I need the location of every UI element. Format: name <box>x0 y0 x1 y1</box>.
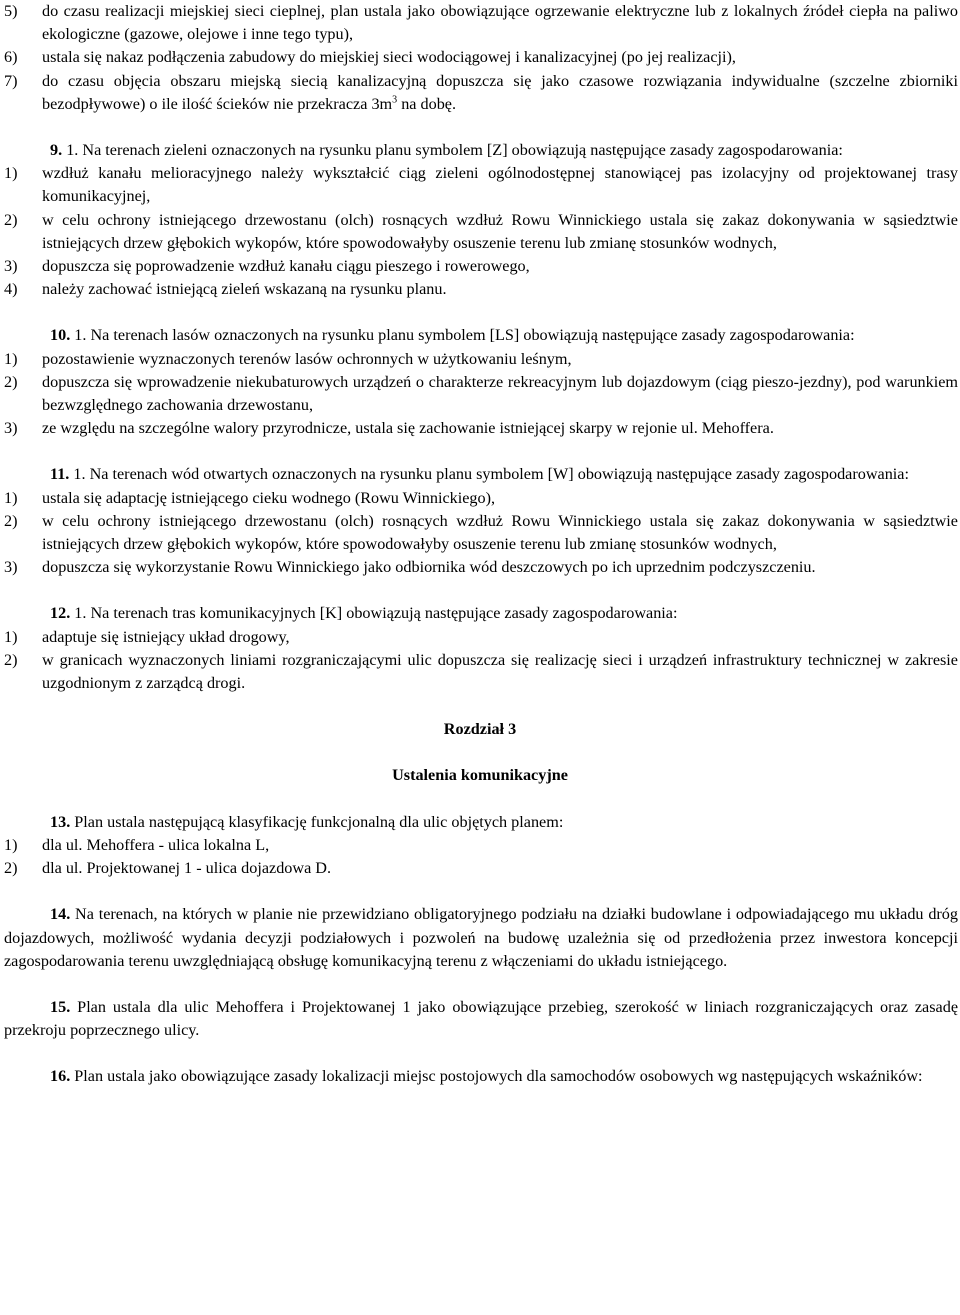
item-text-main: do czasu objęcia obszaru miejską siecią kanalizacyjną dopuszcza się jako czasowe rozwiązania indywidualne (szczelne zbiorniki bezodpływowe) o ile ilość ścieków nie przekracza 3m <box>42 71 958 113</box>
section-14 <box>0 903 960 973</box>
list-item <box>0 857 960 880</box>
item-text: dopuszcza się poprowadzenie wzdłuż kanału ciągu pieszego i rowerowego, <box>42 257 530 276</box>
item-text: pozostawienie wyznaczonych terenów lasów ochronnych w użytkowaniu leśnym, <box>42 349 572 368</box>
section-number: 13. <box>50 812 71 831</box>
item-text: dla ul. Projektowanej 1 - ulica dojazdowa D. <box>42 859 332 878</box>
top-list <box>0 0 960 116</box>
item-number: 5) <box>4 2 18 20</box>
section-number: 16. <box>50 1067 71 1086</box>
section-lead-text: 1. Na terenach tras komunikacyjnych [K] obowiązują następujące zasady zagospodarowania: <box>70 604 678 623</box>
list-item <box>0 70 960 116</box>
item-number: 1) <box>4 164 18 183</box>
list-item <box>0 278 960 301</box>
section-lead-text: Na terenach, na których w planie nie przewidziano obligatoryjnego podziału na działki budowlane i odpowiadającego mu układu dróg dojazdowych, możliwość wydania decyzji podziałowych i pozwoleń na budowę uzależnia się od przedłożenia przez inwestora koncepcji zagospodarowania terenu uwzględniającą obsługę komunikacyjną terenu z włączeniami do układu istniejącego. <box>4 905 958 970</box>
section-lead <box>0 602 960 625</box>
section-number: 15. <box>50 997 71 1016</box>
item-text: w celu ochrony istniejącego drzewostanu (olch) rosnących wzdłuż Rowu Winnickiego ustala się zakaz dokonywania w sąsiedztwie istniejących drzew głębokich wykopów, które spowodowałyby osuszenie terenu lub zmianę stosunków wodnych, <box>42 210 958 252</box>
section-lead <box>0 139 960 162</box>
section-lead-text: 1. Na terenach lasów oznaczonych na rysunku planu symbolem [LS] obowiązują następujące zasady zagospodarowania: <box>70 326 855 345</box>
spacer <box>0 973 960 996</box>
item-number: 2) <box>4 859 18 878</box>
spacer <box>0 440 960 463</box>
section-lead <box>0 324 960 347</box>
section-lead <box>0 811 960 834</box>
list-item <box>0 510 960 556</box>
section-lead-text: 1. Na terenach wód otwartych oznaczonych na rysunku planu symbolem [W] obowiązują następujące zasady zagospodarowania: <box>69 465 909 484</box>
item-text-tail: na dobę. <box>397 94 457 113</box>
item-text: ustala się nakaz podłączenia zabudowy do miejskiej sieci wodociągowej i kanalizacyjnej (po jej realizacji), <box>42 48 736 67</box>
section-9 <box>0 139 960 301</box>
item-text: ze względu na szczególne walory przyrodnicze, ustala się zachowanie istniejącej skarpy w rejonie ul. Mehoffera. <box>42 419 774 438</box>
item-number: 2) <box>4 210 18 229</box>
item-number: 2) <box>4 511 18 530</box>
item-number: 3) <box>4 558 18 577</box>
section-lead-text: Plan ustala jako obowiązujące zasady lokalizacji miejsc postojowych dla samochodów osobowych wg następujących wskaźników: <box>70 1067 923 1086</box>
item-number: 1) <box>4 349 18 368</box>
section-number: 9. <box>50 141 63 160</box>
list-item <box>0 649 960 695</box>
list-item <box>0 834 960 857</box>
item-number: 2) <box>4 372 18 391</box>
item-number: 3) <box>4 257 18 276</box>
spacer <box>0 741 960 764</box>
item-text: dopuszcza się wykorzystanie Rowu Winnickiego jako odbiornika wód deszczowych po ich uprzednim podczyszczeniu. <box>42 558 816 577</box>
spacer <box>0 788 960 811</box>
spacer <box>0 301 960 324</box>
item-text: dla ul. Mehoffera - ulica lokalna L, <box>42 835 270 854</box>
list-item <box>0 417 960 440</box>
spacer <box>0 579 960 602</box>
section-number: 12. <box>50 604 71 623</box>
list-item <box>0 348 960 371</box>
item-number: 3) <box>4 419 18 438</box>
item-text <box>42 70 960 116</box>
item-text: w granicach wyznaczonych liniami rozgraniczającymi ulic dopuszcza się realizację sieci i urządzeń infrastruktury technicznej w zakresie uzgodnionym z zarządcą drogi. <box>42 650 958 693</box>
spacer <box>0 880 960 903</box>
item-number: 6) <box>4 48 18 67</box>
section-15 <box>0 996 960 1042</box>
section-lead-text: Plan ustala dla ulic Mehoffera i Projektowanej 1 jako obowiązujące przebieg, szerokość w liniach rozgraniczających oraz zasadę przekroju poprzecznego ulicy. <box>4 997 958 1040</box>
list-item <box>0 487 960 510</box>
section-number: 10. <box>50 326 71 345</box>
item-number: 7) <box>4 71 18 90</box>
spacer <box>0 695 960 718</box>
list-item <box>0 371 960 417</box>
list-item <box>0 162 960 208</box>
item-number: 4) <box>4 280 18 299</box>
item-number: 1) <box>4 488 18 507</box>
list-item <box>0 255 960 278</box>
item-text: do czasu realizacji miejskiej sieci cieplnej, plan ustala jako obowiązujące ogrzewanie elektryczne lub z lokalnych źródeł ciepła na paliwo ekologiczne (gazowe, olejowe i inne tego typu), <box>42 2 958 44</box>
item-text: dopuszcza się wprowadzenie niekubaturowych urządzeń o charakterze rekreacyjnym lub dojazdowym (ciąg pieszo-jezdny), pod warunkiem bezwzględnego zachowania drzewostanu, <box>42 372 958 415</box>
section-lead-text: 1. Na terenach zieleni oznaczonych na rysunku planu symbolem [Z] obowiązują następujące zasady zagospodarowania: <box>62 141 843 160</box>
item-text: wzdłuż kanału melioracyjnego należy wykształcić ciąg zieleni ogólnodostępnej stanowiącej pas izolacyjny od projektowanej trasy komunikacyjnej, <box>42 164 958 206</box>
section-lead-text: Plan ustala następującą klasyfikację funkcjonalną dla ulic objętych planem: <box>70 812 564 831</box>
item-number: 1) <box>4 627 18 646</box>
section-11 <box>0 463 960 579</box>
section-number: 11. <box>50 465 70 484</box>
list-item <box>0 0 960 46</box>
chapter-subtitle: Ustalenia komunikacyjne <box>392 766 568 785</box>
list-item <box>0 556 960 579</box>
section-13 <box>0 811 960 881</box>
section-16 <box>0 1065 960 1088</box>
item-text: ustala się adaptację istniejącego cieku wodnego (Rowu Winnickiego), <box>42 488 496 507</box>
item-number: 1) <box>4 835 18 854</box>
chapter-title: Rozdział 3 <box>443 720 517 739</box>
item-text: adaptuje się istniejący układ drogowy, <box>42 627 290 646</box>
spacer <box>0 116 960 139</box>
section-10 <box>0 324 960 440</box>
spacer <box>0 1042 960 1065</box>
section-number: 14. <box>50 905 71 924</box>
item-text: w celu ochrony istniejącego drzewostanu (olch) rosnących wzdłuż Rowu Winnickiego ustala się zakaz dokonywania w sąsiedztwie istniejących drzew głębokich wykopów, które spowodowałyby osuszenie terenu lub zmianę stosunków wodnych, <box>42 511 958 554</box>
item-text: należy zachować istniejącą zieleń wskazaną na rysunku planu. <box>42 280 447 299</box>
section-12 <box>0 602 960 695</box>
item-number: 2) <box>4 650 18 669</box>
list-item <box>0 626 960 649</box>
superscript: 3 <box>392 94 398 106</box>
section-lead <box>0 463 960 486</box>
list-item <box>0 46 960 69</box>
list-item <box>0 209 960 255</box>
